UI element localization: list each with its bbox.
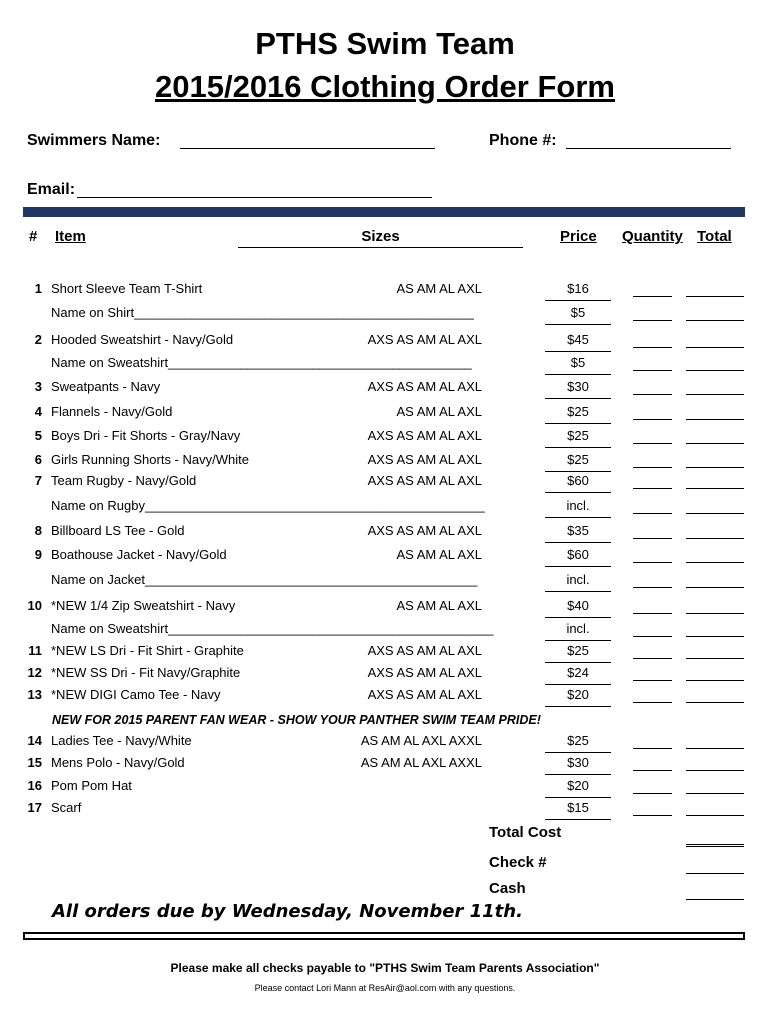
item-sizes: AS AM AL AXL bbox=[396, 598, 482, 613]
item-number: 5 bbox=[34, 428, 42, 443]
item-description: *NEW SS Dri - Fit Navy/Graphite bbox=[51, 665, 241, 680]
line-total-field[interactable] bbox=[686, 573, 744, 588]
quantity-field[interactable] bbox=[633, 380, 672, 395]
col-header-total: Total bbox=[697, 228, 732, 245]
item-sizes: AXS AS AM AL AXL bbox=[367, 332, 482, 347]
quantity-field[interactable] bbox=[633, 429, 672, 444]
col-header-number: # bbox=[29, 228, 38, 245]
item-price: $16 bbox=[545, 281, 611, 301]
item-sizes: AXS AS AM AL AXL bbox=[367, 428, 482, 443]
item-description: *NEW LS Dri - Fit Shirt - Graphite bbox=[51, 643, 244, 658]
item-price: $20 bbox=[545, 778, 611, 798]
item-price: $25 bbox=[545, 428, 611, 448]
item-number bbox=[22, 305, 42, 323]
item-price: $5 bbox=[545, 355, 611, 375]
col-header-quantity: Quantity bbox=[622, 228, 683, 245]
item-description: Name on Shirt_______________________________________________ bbox=[51, 305, 474, 320]
line-total-field[interactable] bbox=[686, 599, 744, 614]
line-total-field[interactable] bbox=[686, 380, 744, 395]
item-number: 12 bbox=[27, 665, 42, 680]
total-cost-field[interactable] bbox=[686, 826, 744, 847]
item-number bbox=[22, 621, 42, 639]
item-description: Name on Rugby_______________________________________________ bbox=[51, 498, 485, 513]
line-total-field[interactable] bbox=[686, 282, 744, 297]
item-description: *NEW DIGI Camo Tee - Navy bbox=[51, 687, 221, 702]
swimmer-name-label: Swimmers Name: bbox=[27, 132, 161, 149]
item-price: $30 bbox=[545, 755, 611, 775]
item-description: Boys Dri - Fit Shorts - Gray/Navy bbox=[51, 428, 241, 443]
quantity-field[interactable] bbox=[633, 524, 672, 539]
item-number: 8 bbox=[34, 523, 42, 538]
line-total-field[interactable] bbox=[686, 688, 744, 703]
item-number bbox=[22, 572, 42, 590]
form-title: PTHS Swim Team bbox=[255, 26, 515, 61]
quantity-field[interactable] bbox=[633, 756, 672, 771]
item-sizes: AXS AS AM AL AXL bbox=[367, 523, 482, 538]
line-total-field[interactable] bbox=[686, 548, 744, 563]
item-number: 1 bbox=[34, 281, 42, 296]
quantity-field[interactable] bbox=[633, 599, 672, 614]
item-description: Flannels - Navy/Gold bbox=[51, 404, 173, 419]
line-total-field[interactable] bbox=[686, 756, 744, 771]
line-total-field[interactable] bbox=[686, 306, 744, 321]
fanwear-heading: NEW FOR 2015 PARENT FAN WEAR - SHOW YOUR PANTHER SWIM TEAM PRIDE! bbox=[52, 713, 541, 727]
item-price: $5 bbox=[545, 305, 611, 325]
line-total-field[interactable] bbox=[686, 779, 744, 794]
item-sizes: AS AM AL AXL bbox=[396, 547, 482, 562]
item-sizes: AXS AS AM AL AXL bbox=[367, 643, 482, 658]
item-description: Team Rugby - Navy/Gold bbox=[51, 473, 197, 488]
item-number: 11 bbox=[28, 643, 42, 658]
item-price: incl. bbox=[545, 621, 611, 641]
item-description: *NEW 1/4 Zip Sweatshirt - Navy bbox=[51, 598, 236, 613]
quantity-field[interactable] bbox=[633, 688, 672, 703]
item-price: $25 bbox=[545, 452, 611, 472]
cash-field[interactable] bbox=[686, 881, 744, 900]
item-sizes: AXS AS AM AL AXL bbox=[367, 687, 482, 702]
phone-field[interactable] bbox=[566, 132, 731, 149]
email-label: Email: bbox=[27, 181, 76, 198]
item-number: 17 bbox=[27, 800, 42, 815]
due-date-note: All orders due by Wednesday, November 11th. bbox=[52, 901, 523, 922]
header-divider-bar bbox=[23, 207, 745, 217]
item-description: Pom Pom Hat bbox=[51, 778, 132, 793]
item-price: $15 bbox=[545, 800, 611, 820]
quantity-field[interactable] bbox=[633, 801, 672, 816]
line-total-field[interactable] bbox=[686, 524, 744, 539]
item-number: 2 bbox=[34, 332, 42, 347]
col-header-price: Price bbox=[560, 228, 597, 245]
item-price: $60 bbox=[545, 473, 611, 493]
item-price: $40 bbox=[545, 598, 611, 618]
quantity-field[interactable] bbox=[633, 282, 672, 297]
item-price: $25 bbox=[545, 643, 611, 663]
item-sizes: AS AM AL AXL AXXL bbox=[360, 755, 482, 770]
item-description: Name on Sweatshirt__________________________________________ bbox=[51, 355, 472, 370]
item-sizes: AXS AS AM AL AXL bbox=[367, 452, 482, 467]
item-number: 4 bbox=[34, 404, 42, 419]
item-sizes: AXS AS AM AL AXL bbox=[367, 379, 482, 394]
item-number: 14 bbox=[27, 733, 42, 748]
item-description: Name on Sweatshirt_____________________________________________ bbox=[51, 621, 494, 636]
quantity-field[interactable] bbox=[633, 474, 672, 489]
footer-divider-box bbox=[23, 932, 745, 940]
item-sizes: AS AM AL AXL bbox=[396, 281, 482, 296]
quantity-field[interactable] bbox=[633, 573, 672, 588]
item-description: Billboard LS Tee - Gold bbox=[51, 523, 185, 538]
quantity-field[interactable] bbox=[633, 734, 672, 749]
item-description: Boathouse Jacket - Navy/Gold bbox=[51, 547, 227, 562]
item-description: Scarf bbox=[51, 800, 82, 815]
item-price: $25 bbox=[545, 404, 611, 424]
quantity-field[interactable] bbox=[633, 548, 672, 563]
check-number-field[interactable] bbox=[686, 855, 744, 874]
line-total-field[interactable] bbox=[686, 474, 744, 489]
item-price: $24 bbox=[545, 665, 611, 685]
quantity-field[interactable] bbox=[633, 405, 672, 420]
item-number: 15 bbox=[27, 755, 42, 770]
item-description: Girls Running Shorts - Navy/White bbox=[51, 452, 249, 467]
item-description: Name on Jacket______________________________________________ bbox=[51, 572, 478, 587]
phone-label: Phone #: bbox=[489, 132, 557, 149]
quantity-field[interactable] bbox=[633, 356, 672, 371]
item-price: $25 bbox=[545, 733, 611, 753]
item-number: 13 bbox=[27, 687, 42, 702]
cash-label: Cash bbox=[489, 880, 526, 897]
line-total-field[interactable] bbox=[686, 356, 744, 371]
check-number-label: Check # bbox=[489, 854, 547, 871]
form-subtitle: 2015/2016 Clothing Order Form bbox=[155, 69, 615, 104]
line-total-field[interactable] bbox=[686, 644, 744, 659]
quantity-field[interactable] bbox=[633, 644, 672, 659]
item-number: 16 bbox=[27, 778, 42, 793]
line-total-field[interactable] bbox=[686, 622, 744, 637]
quantity-field[interactable] bbox=[633, 453, 672, 468]
quantity-field[interactable] bbox=[633, 499, 672, 514]
payable-note: Please make all checks payable to "PTHS Swim Team Parents Association" bbox=[170, 961, 600, 975]
line-total-field[interactable] bbox=[686, 801, 744, 816]
item-number: 10 bbox=[27, 598, 42, 613]
item-price: $30 bbox=[545, 379, 611, 399]
item-sizes: AS AM AL AXL bbox=[396, 404, 482, 419]
item-sizes: AS AM AL AXL AXXL bbox=[360, 733, 482, 748]
contact-note: Please contact Lori Mann at ResAir@aol.com with any questions. bbox=[254, 983, 516, 993]
line-total-field[interactable] bbox=[686, 734, 744, 749]
item-sizes: AXS AS AM AL AXL bbox=[367, 665, 482, 680]
item-number: 3 bbox=[34, 379, 42, 394]
item-number: 9 bbox=[34, 547, 42, 562]
item-number bbox=[22, 355, 42, 373]
item-sizes: AXS AS AM AL AXL bbox=[367, 473, 482, 488]
item-number: 7 bbox=[34, 473, 42, 488]
total-cost-label: Total Cost bbox=[489, 824, 562, 841]
line-total-field[interactable] bbox=[686, 666, 744, 681]
line-total-field[interactable] bbox=[686, 499, 744, 514]
email-field[interactable] bbox=[77, 181, 432, 198]
item-price: $20 bbox=[545, 687, 611, 707]
line-total-field[interactable] bbox=[686, 333, 744, 348]
item-price: incl. bbox=[545, 572, 611, 592]
item-price: $45 bbox=[545, 332, 611, 352]
col-header-sizes: Sizes bbox=[238, 228, 523, 248]
line-total-field[interactable] bbox=[686, 429, 744, 444]
item-price: incl. bbox=[545, 498, 611, 518]
item-price: $35 bbox=[545, 523, 611, 543]
quantity-field[interactable] bbox=[633, 622, 672, 637]
col-header-item: Item bbox=[55, 228, 86, 245]
line-total-field[interactable] bbox=[686, 453, 744, 468]
item-number: 6 bbox=[34, 452, 42, 467]
quantity-field[interactable] bbox=[633, 666, 672, 681]
item-description: Hooded Sweatshirt - Navy/Gold bbox=[51, 332, 234, 347]
item-description: Mens Polo - Navy/Gold bbox=[51, 755, 185, 770]
swimmer-name-field[interactable] bbox=[180, 132, 435, 149]
item-number bbox=[22, 498, 42, 516]
quantity-field[interactable] bbox=[633, 306, 672, 321]
item-description: Sweatpants - Navy bbox=[51, 379, 161, 394]
item-description: Ladies Tee - Navy/White bbox=[51, 733, 192, 748]
item-price: $60 bbox=[545, 547, 611, 567]
quantity-field[interactable] bbox=[633, 333, 672, 348]
line-total-field[interactable] bbox=[686, 405, 744, 420]
quantity-field[interactable] bbox=[633, 779, 672, 794]
item-description: Short Sleeve Team T-Shirt bbox=[51, 281, 203, 296]
